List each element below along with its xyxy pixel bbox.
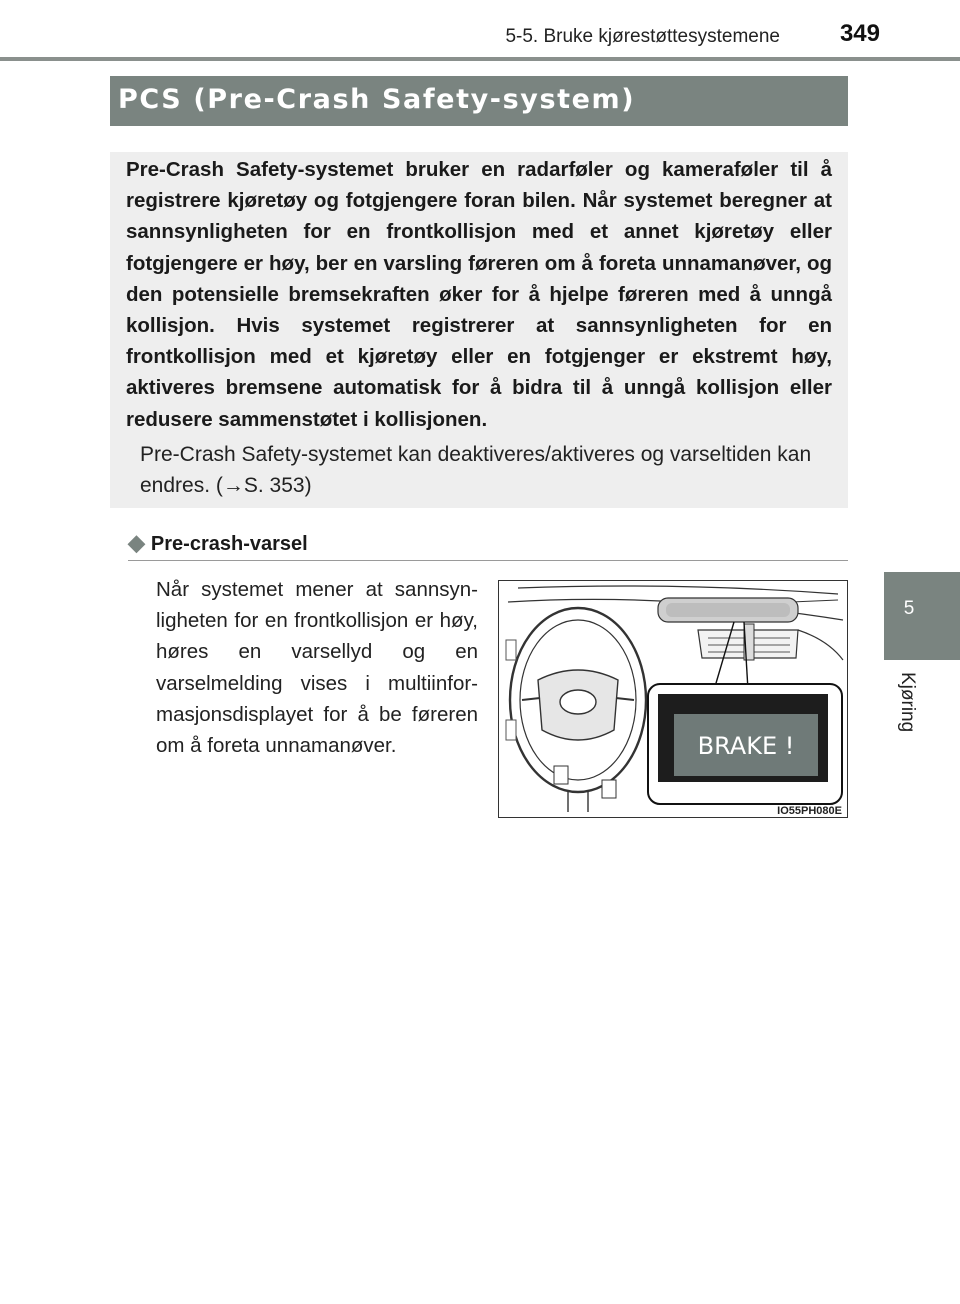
chapter-label-text: Kjøring <box>897 672 918 733</box>
running-head: 5-5. Bruke kjørestøttesystemene <box>505 26 780 47</box>
intro-bold-paragraph: Pre-Crash Safety-systemet bruker en radarføler og kameraføler til å registrere kjøretøy og fotgjengere foran bilen. Når systemet beregner at sannsynligheten for en frontkollisjon med et annet kjøretøy eller fotgjengere er høy, ber en varsling føreren om å foreta unnamanøver, og den potensielle bremsekraften øker for å hjelpe føreren med å unngå kollisjon. Hvis systemet registrerer at sannsynligheten for en frontkollisjon med et kjøretøy eller en fotgjenger er ekstremt høy, aktiveres bremsene automatisk for å bidra til å unngå kollisjon eller redusere sammenstøtet i kollisjonen. <box>126 158 832 431</box>
section-rule <box>128 560 848 561</box>
chapter-label <box>884 672 934 742</box>
page-title: PCS (Pre-Crash Safety-system) <box>118 84 636 115</box>
section-heading-text: Pre-crash-varsel <box>150 533 308 555</box>
header-rule <box>0 57 960 61</box>
figure-code: IO55PH080E <box>777 805 842 817</box>
illustration <box>498 580 848 818</box>
section-body-paragraph: Når systemet mener at sannsynligheten for en frontkollisjon er høy, høres en varsellyd og en varselmelding vises i multiinformasjonsdisplayet for å be føreren om å foreta unnamanøver. <box>156 578 478 758</box>
page-number: 349 <box>839 20 880 47</box>
intro-note-paragraph: Pre-Crash Safety-systemet kan deaktiveres/aktiveres og varseltiden kan endres. (→S. 353) <box>140 443 812 497</box>
dashboard-illustration <box>498 580 848 818</box>
section-heading <box>128 530 308 556</box>
brake-warning-message: BRAKE ! <box>697 732 795 760</box>
chapter-number: 5 <box>903 598 915 619</box>
diamond-bullet-icon: ◆ <box>128 530 145 555</box>
